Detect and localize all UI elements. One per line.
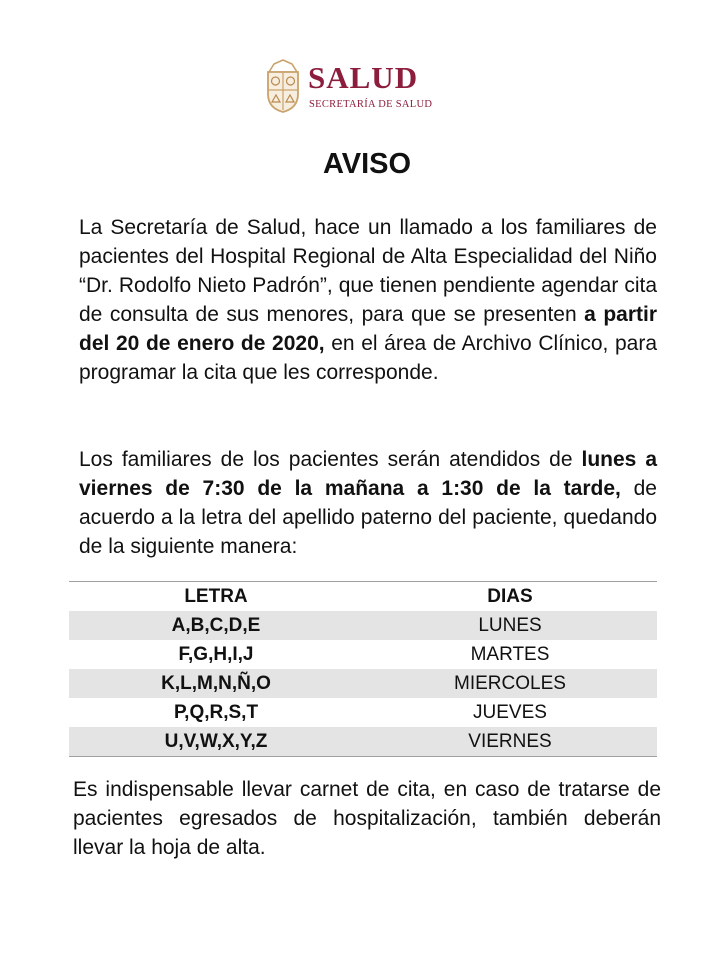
- cell-dia: JUEVES: [473, 701, 547, 723]
- cell-letra: P,Q,R,S,T: [173, 701, 259, 723]
- table-row: [69, 727, 657, 757]
- cell-dia: MARTES: [470, 643, 550, 665]
- schedule-hours-bold: lunes a viernes de 7:30 de la mañana a 1:30 de la tarde,: [79, 448, 657, 500]
- schedule-table: [69, 581, 657, 757]
- table-row: [69, 611, 657, 640]
- intro-text-2: en el área de Archivo Clínico, para programar la cita que les corresponde.: [79, 332, 657, 384]
- cell-dia: LUNES: [478, 614, 542, 636]
- table-row: [69, 669, 657, 698]
- paragraph-intro: [79, 213, 657, 387]
- salud-logo: [264, 58, 444, 118]
- page-title: AVISO: [322, 148, 412, 180]
- cell-letra: U,V,W,X,Y,Z: [164, 730, 268, 752]
- coat-of-arms-icon: [264, 58, 302, 114]
- paragraph-requirements: Es indispensable llevar carnet de cita, en caso de tratarse de pacientes egresados de hospitalización, también deberán llevar la hoja de alta.: [73, 778, 661, 859]
- table-row: [69, 698, 657, 727]
- header-dias: DIAS: [487, 585, 533, 607]
- paragraph-schedule: [79, 445, 657, 561]
- cell-dia: VIERNES: [468, 730, 552, 752]
- cell-dia: MIERCOLES: [454, 672, 566, 694]
- table-header-row: [69, 582, 657, 612]
- intro-date-bold: a partir del 20 de enero de 2020,: [79, 303, 657, 355]
- header-letra: LETRA: [184, 585, 248, 607]
- cell-letra: A,B,C,D,E: [171, 614, 261, 636]
- schedule-text-1: Los familiares de los pacientes serán atendidos de: [79, 448, 582, 471]
- logo-title: SALUD: [308, 60, 419, 95]
- cell-letra: F,G,H,I,J: [178, 643, 254, 665]
- schedule-text-2: de acuerdo a la letra del apellido paterno del paciente, quedando de la siguiente manera:: [79, 477, 657, 558]
- logo-subtitle: SECRETARÍA DE SALUD: [309, 99, 433, 110]
- table-row: [69, 640, 657, 669]
- intro-text-1: La Secretaría de Salud, hace un llamado a los familiares de pacientes del Hospital Regional de Alta Especialidad del Niño “Dr. Rodolfo Nieto Padrón”, que tienen pendiente agendar cita de consulta de sus menores, para que se presenten: [79, 216, 657, 326]
- cell-letra: K,L,M,N,Ñ,O: [161, 672, 271, 694]
